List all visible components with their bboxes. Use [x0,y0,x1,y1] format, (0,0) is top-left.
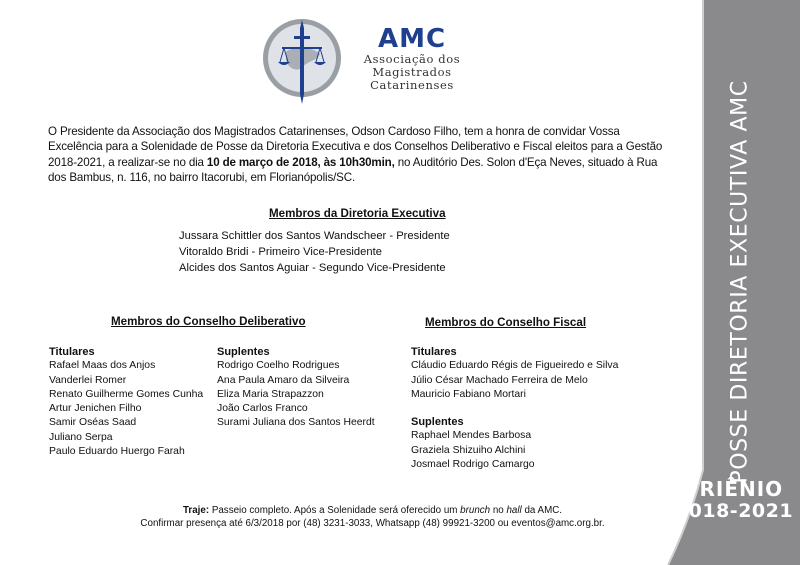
hall-word: hall [506,505,522,516]
deliberativo-suplente: Surami Juliana dos Santos Heerdt [217,417,375,429]
deliberativo-suplentes-label: Suplentes [217,346,270,358]
deliberativo-suplente: Rodrigo Coelho Rodrigues [217,360,340,372]
fiscal-titulares-label: Titulares [411,346,457,358]
intro-text-2: no Auditório Des. Solon d'Eça Neves, situado à Rua dos Bambus, n. 116, no bairro Itacorubi, em Florianópolis/SC. [48,155,658,185]
deliberativo-titular: Juliano Serpa [49,431,113,443]
deliberativo-titular: Samir Oséas Saad [49,417,137,429]
deliberativo-titular: Renato Guilherme Gomes Cunha [49,388,204,400]
fiscal-suplente: Raphael Mendes Barbosa [411,430,532,442]
deliberativo-suplente: João Carlos Franco [217,403,308,415]
brand-subtitle-line-3: Catarinenses [370,78,454,92]
event-date-time: 10 de março de 2018, às 10h30min, [206,155,395,169]
fiscal-suplente: Josmael Rodrigo Camargo [411,458,535,470]
brand-subtitle-line-2: Magistrados [372,65,452,79]
diretoria-heading: Membros da Diretoria Executiva [269,207,446,220]
brunch-word: brunch [460,505,491,516]
brand-name: AMC [377,24,447,54]
brand-subtitle-line-1: Associação dos [363,52,461,66]
rsvp-line: Confirmar presença até 6/3/2018 por (48) 3231-3033, Whatsapp (48) 99921-3200 ou eventos@amc.org.br. [140,518,605,529]
deliberativo-titular: Vanderlei Romer [49,374,127,386]
dress-code-text-3: da AMC. [521,505,563,516]
trienio-block [668,478,800,522]
fiscal-suplente: Graziela Shizuiho Alchini [411,444,526,456]
diretoria-member: Jussara Schittler dos Santos Wandscheer - Presidente [179,230,450,242]
deliberativo-suplente: Eliza Maria Strapazzon [217,388,324,400]
deliberativo-heading: Membros do Conselho Deliberativo [111,315,306,328]
diretoria-member: Alcides dos Santos Aguiar - Segundo Vice-Presidente [179,262,446,274]
band-title: POSSE DIRETORIA EXECUTIVA AMC [727,80,753,484]
deliberativo-titular: Paulo Eduardo Huergo Farah [49,446,185,458]
diretoria-member: Vitoraldo Bridi - Primeiro Vice-Presidente [179,246,382,258]
dress-code-text: Passeio completo. Após a Solenidade será oferecido um [209,505,461,516]
intro-text-1: O Presidente da Associação dos Magistrados Catarinenses, Odson Cardoso Filho, tem a honra de convidar Vossa Excelência para a Solenidade de Posse da Diretoria Executiva e dos Conselhos Deliberativo e Fiscal eleitos para a Gestão 2018-2021, a realizar-se no dia [48,125,663,169]
fiscal-titular: Mauricio Fabiano Mortari [411,388,526,400]
trienio-label: TRIÊNIO [684,477,784,501]
fiscal-suplentes-label: Suplentes [411,416,464,428]
deliberativo-titulares-label: Titulares [49,346,95,358]
deliberativo-suplente: Ana Paula Amaro da Silveira [217,374,350,386]
fiscal-heading: Membros do Conselho Fiscal [425,316,587,329]
fiscal-titular: Júlio César Machado Ferreira de Melo [411,374,588,386]
deliberativo-titular: Artur Jenichen Filho [49,403,142,415]
dress-code-text-2: no [490,505,507,516]
trienio-years: 2018-2021 [674,500,794,522]
fiscal-titular: Cláudio Eduardo Régis de Figueiredo e Silva [411,360,619,372]
dress-code-label: Traje: [182,505,210,516]
deliberativo-titular: Rafael Maas dos Anjos [49,360,156,372]
